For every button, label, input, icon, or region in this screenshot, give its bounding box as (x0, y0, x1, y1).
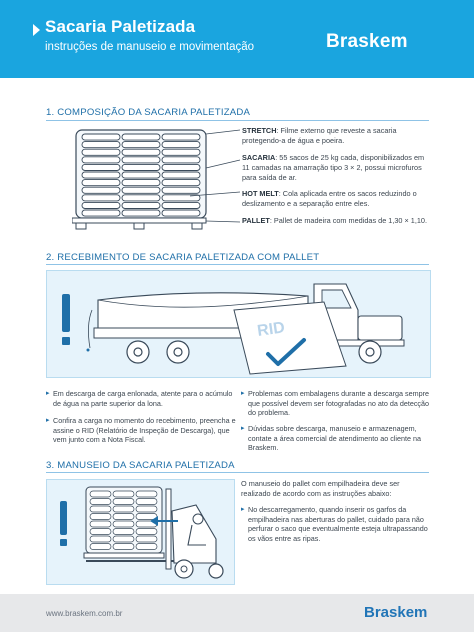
bag-shape (122, 195, 160, 201)
note-pallet: PALLET: Pallet de madeira com medidas de 1,30 × 1,10. (242, 216, 428, 225)
bag-shape (136, 491, 157, 497)
bag-shape (162, 180, 200, 186)
bag-shape (162, 134, 200, 140)
section1-title: 1. COMPOSIÇÃO DA SACARIA PALETIZADA (46, 107, 251, 118)
title-arrow-icon (33, 24, 40, 36)
bag-shape (82, 202, 120, 208)
bag-shape (122, 180, 160, 186)
note-sacaria: SACARIA: 55 sacos de 25 kg cada, disponibilizados em 11 camadas na amarração tipo 3 × 2, possui microfuros para saída de ar. (242, 153, 425, 182)
bag-shape (162, 164, 200, 170)
bag-shape (90, 491, 111, 497)
note-hot-melt: HOT MELT: Cola aplicada entre os sacos reduzindo o deslizamento e a separação entre eles. (242, 189, 417, 208)
bag-shape (122, 134, 160, 140)
section2-title: 2. RECEBIMENTO DE SACARIA PALETIZADA COM PALLET (46, 252, 320, 263)
bag-shape (82, 210, 120, 216)
bag-shape (122, 149, 160, 155)
bag-shape (136, 506, 157, 512)
s3-intro: O manuseio do pallet com empilhadeira deve ser realizado de acordo com as instruções abaixo: (241, 479, 400, 498)
bag-shape (82, 180, 120, 186)
bag-shape (82, 157, 120, 163)
section3-divider (46, 472, 429, 473)
bag-shape (113, 536, 134, 542)
bag-shape (82, 149, 120, 155)
truck-illustration (46, 270, 430, 378)
bag-shape (82, 134, 120, 140)
bag-shape (113, 514, 134, 520)
bag-shape (122, 172, 160, 178)
warning-exclamation-icon (60, 501, 67, 546)
s2-bullet-right-1: ▸ Problemas com embalagens durante a descarga sempre que possível devem ser fotografadas no ato da detecção do problema. (241, 389, 438, 418)
bag-shape (136, 499, 157, 505)
bag-shape (162, 187, 200, 193)
footer (0, 594, 474, 632)
bag-shape (82, 195, 120, 201)
bag-shape (90, 544, 111, 550)
bag-shape (82, 172, 120, 178)
bag-shape (162, 202, 200, 208)
footer-braskem-logo: Braskem (364, 604, 428, 621)
page-subtitle: instruções de manuseio e movimentação (45, 41, 255, 53)
header-banner (0, 0, 474, 78)
bag-shape (162, 210, 200, 216)
bag-shape (122, 157, 160, 163)
svg-text:RID: RID (256, 319, 286, 340)
bag-shape (113, 529, 134, 535)
note-stretch: STRETCH: Filme externo que reveste a sacaria protegendo-a de água e poeira. (242, 126, 397, 145)
bag-shape (136, 544, 157, 550)
bag-shape (122, 142, 160, 148)
bag-shape (136, 536, 157, 542)
bag-shape (90, 521, 111, 527)
bag-shape (122, 210, 160, 216)
section3-title: 3. MANUSEIO DA SACARIA PALETIZADA (46, 460, 235, 471)
braskem-logo (326, 31, 408, 53)
bag-shape (162, 149, 200, 155)
bag-shape (82, 187, 120, 193)
s2-bullet-left-1: ▸ Em descarga de carga enlonada, atente para o acúmulo de água na parte superior da lona. (46, 389, 241, 408)
s2-bullet-left-2: ▸ Confira a carga no momento do recebimento, preencha e assine o RID (Relatório de Inspeção de Descarga), que vem junto com a Nota Fiscal. (46, 416, 241, 445)
bag-shape (113, 521, 134, 527)
bag-shape (113, 499, 134, 505)
bag-shape (90, 499, 111, 505)
bag-shape (162, 172, 200, 178)
bag-shape (113, 506, 134, 512)
pallet-stack-illustration (72, 128, 242, 233)
bag-shape (90, 536, 111, 542)
bag-shape (113, 491, 134, 497)
s3-bullet-1: ▸ No descarregamento, quando inserir os garfos da empilhadeira nas aberturas do pallet, cuidado para não perfurar o saco que eventualmente esteja ultrapassando os vãos entre as ripas. (241, 505, 428, 543)
bag-shape (122, 187, 160, 193)
bag-shape (90, 514, 111, 520)
bag-shape (113, 544, 134, 550)
forklift-illustration (46, 479, 234, 584)
bag-shape (82, 164, 120, 170)
page-title: Sacaria Paletizada (45, 17, 196, 36)
bag-shape (136, 529, 157, 535)
warning-exclamation-icon (62, 294, 70, 345)
section1-divider (46, 120, 429, 121)
s2-bullet-right-2: ▸ Dúvidas sobre descarga, manuseio e armazenagem, contate a área comercial de atendimento ao cliente na Braskem. (241, 424, 438, 453)
bag-shape (90, 506, 111, 512)
bag-shape (162, 157, 200, 163)
section2-divider (46, 264, 429, 265)
footer-url-link[interactable]: www.braskem.com.br (46, 609, 123, 618)
bag-shape (122, 164, 160, 170)
bag-shape (82, 142, 120, 148)
bag-shape (90, 529, 111, 535)
bag-shape (122, 202, 160, 208)
bag-shape (162, 142, 200, 148)
logo-wordmark: Braskem (326, 31, 408, 52)
